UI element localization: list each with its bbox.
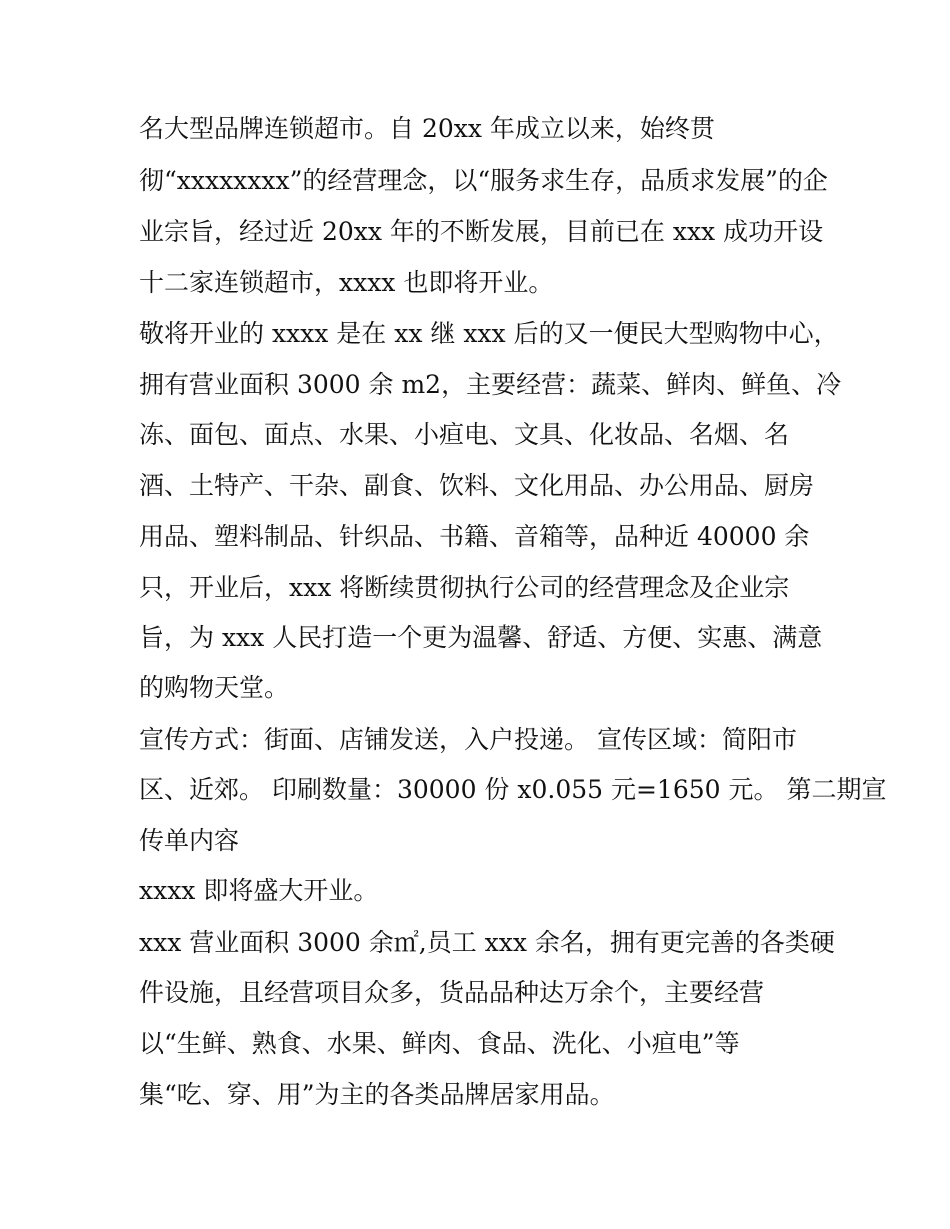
text-line-3: 业宗旨，经过近 20xx 年的不断发展，目前已在 xxx 成功开设 [139,217,824,246]
text-line-13: 宣传方式：街面、店铺发送，入户投递。 宣传区域：简阳市 [139,725,797,754]
text-line-12: 的购物天堂。 [139,673,290,702]
text-line-6: 拥有营业面积 3000 余 m2，主要经营：蔬菜、鲜肉、鲜鱼、冷 [139,370,842,399]
text-line-18: 件设施，且经营项目众多，货品品种达万余个，主要经营 [139,978,765,1007]
text-line-1: 名大型品牌连锁超市。自 20xx 年成立以来，始终贯 [139,114,715,143]
text-line-19: 以“生鲜、熟食、水果、鲜肉、食品、洗化、小疸电”等 [139,1029,740,1058]
text-line-15: 传单内容 [139,826,240,855]
text-line-20: 集“吃、穿、用”为主的各类品牌居家用品。 [139,1080,615,1109]
text-line-5: 敬将开业的 xxxx 是在 xx 继 xxx 后的又一便民大型购物中心， [139,319,839,348]
text-line-10: 只，开业后，xxx 将断续贯彻执行公司的经营理念及企业宗 [139,573,790,602]
text-line-16: xxxx 即将盛大开业。 [139,876,379,905]
text-line-14: 区、近郊。 印刷数量：30000 份 x0.055 元=1650 元。 第二期宣 [139,775,887,804]
text-line-9: 用品、塑料制品、针织品、书籍、音箱等，品种近 40000 余 [139,522,810,551]
text-line-2: 彻“xxxxxxxx”的经营理念，以“服务求生存，品质求发展”的企 [139,166,828,195]
text-line-7: 冻、面包、面点、水果、小疸电、文具、化妆品、名烟、名 [139,420,790,449]
text-line-8: 酒、土特产、干杂、副食、饮料、文化用品、办公用品、厨房 [139,471,815,500]
text-line-11: 旨，为 xxx 人民打造一个更为温馨、舒适、方便、实惠、满意 [139,623,823,652]
text-line-4: 十二家连锁超市，xxxx 也即将开业。 [139,268,554,297]
text-line-17: xxx 营业面积 3000 余㎡,员工 xxx 余名，拥有更完善的各类硬 [139,928,835,957]
